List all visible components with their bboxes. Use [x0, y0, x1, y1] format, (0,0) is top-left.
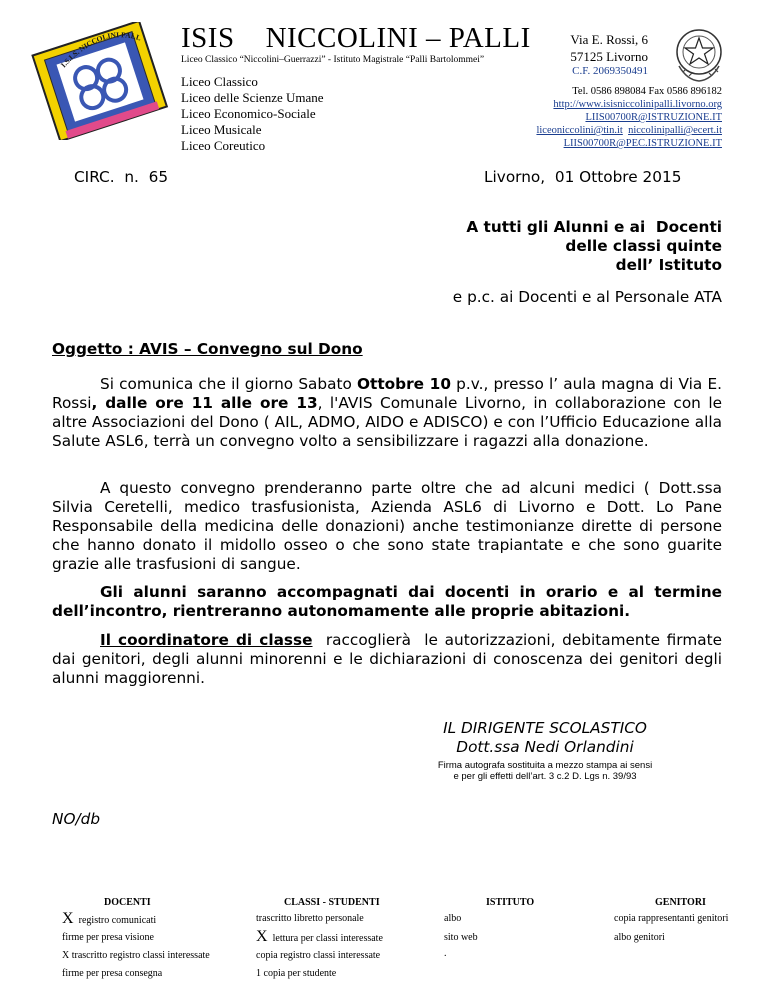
pec-link[interactable]: LIIS00700R@PEC.ISTRUZIONE.IT	[563, 138, 722, 149]
cc-line: e p.c. ai Docenti e al Personale ATA	[452, 288, 722, 306]
email-link[interactable]: LIIS00700R@ISTRUZIONE.IT	[585, 112, 722, 123]
footer-item: copia rappresentanti genitori	[614, 913, 729, 924]
footer-item: firme per presa visione	[62, 932, 154, 943]
footer-header-genitori: GENITORI	[655, 897, 706, 908]
footer-item: .	[444, 948, 447, 959]
recipients	[466, 218, 722, 275]
footer-header-docenti: DOCENTI	[104, 897, 151, 908]
footer-item: firme per presa consegna	[62, 968, 163, 979]
text-span: , l'AVIS Comunale Livorno, in collaborazione con le altre Associazioni del Dono ( AIL, ADMO, AIDO e ADISCO) e con l’Ufficio Educazione alla Salute ASL6, terrà un convegno volto a sensibilizzare i ragazzi alla donazione.	[52, 394, 723, 450]
school-address	[570, 31, 648, 65]
author-initials: NO/db	[52, 810, 101, 828]
footer-item: 1 copia per studente	[256, 968, 337, 979]
paragraph-logistics: Gli alunni saranno accompagnati dai docenti in orario e al termine dell’incontro, rientreranno autonomamente alle proprie abitazioni.	[52, 583, 722, 620]
text-span: p.v., presso l’ aula magna di Via E. Rossi	[52, 375, 722, 412]
address-city: 57125 Livorno	[570, 49, 648, 64]
address-street: Via E. Rossi, 6	[570, 32, 648, 47]
footer-item: albo	[444, 913, 462, 924]
italian-republic-emblem	[673, 26, 725, 84]
footer-item-label: registro comunicati	[78, 915, 157, 926]
email-link[interactable]: liceoniccolini@tin.it	[536, 125, 623, 136]
lyceum-item: Liceo Coreutico	[181, 138, 266, 153]
coordinator-highlight: Il coordinatore di classe	[100, 631, 313, 649]
recipient-line: delle classi quinte	[565, 237, 722, 255]
lyceum-list	[181, 74, 324, 154]
school-logo	[30, 22, 170, 140]
text-span: Si comunica che il giorno Sabato	[100, 375, 358, 393]
footer-item	[256, 926, 383, 946]
subject-line: Oggetto : AVIS – Convegno sul Dono	[52, 340, 363, 358]
paragraph-speakers: A questo convegno prenderanno parte oltre che ad alcuni medici ( Dott.ssa Silvia Ceretelli, medico trasfusionista, Azienda ASL6 di Livorno e Dott. Lo Pane Responsabile della medicina delle donazioni) anche testimonianze dirette di persone che hanno donato il midollo osseo o che sono state trapiantate e che sono guarite grazie alle trasfusioni di sangue.	[52, 479, 722, 573]
phone-fax: Tel. 0586 898084 Fax 0586 896182	[572, 86, 722, 97]
document-date: Livorno, 01 Ottobre 2015	[484, 168, 682, 186]
paragraph-authorizations	[52, 631, 727, 688]
time-highlight: , dalle ore 11 alle ore 13	[91, 394, 318, 412]
website-link[interactable]: http://www.isisniccolinipalli.livorno.org	[553, 99, 722, 110]
check-mark: X	[256, 928, 268, 945]
footer-header-classi: CLASSI - STUDENTI	[284, 897, 380, 908]
signature-name: Dott.ssa Nedi Orlandini	[456, 738, 634, 756]
date-highlight: Ottobre 10	[357, 375, 451, 393]
check-mark: X	[62, 910, 74, 927]
logo-text: I.S.I.S. NICCOLINI PALL	[58, 30, 143, 70]
lyceum-item: Liceo Economico-Sociale	[181, 106, 316, 121]
school-subtitle: Liceo Classico “Niccolini–Guerrazzi” - Istituto Magistrale “Palli Bartolommei”	[181, 55, 485, 65]
signature-note-line: e per gli effetti dell’art. 3 c.2 D. Lgs n. 39/93	[453, 771, 637, 782]
signature-note	[400, 760, 690, 782]
signature-title: IL DIRIGENTE SCOLASTICO	[443, 719, 647, 737]
footer-item: trascritto libretto personale	[256, 913, 364, 924]
text-span: raccoglierà le autorizzazioni, debitamente firmate dai genitori, degli alunni minorenni e le dichiarazioni di conoscenza dei genitori degli alunni maggiorenni.	[52, 631, 727, 687]
footer-header-istituto: ISTITUTO	[486, 897, 535, 908]
footer-item: copia registro classi interessate	[256, 950, 381, 961]
recipient-line: dell’ Istituto	[615, 256, 722, 274]
fiscal-code: C.F. 2069350491	[572, 65, 648, 77]
lyceum-item: Liceo delle Scienze Umane	[181, 90, 324, 105]
footer-item: albo genitori	[614, 932, 665, 943]
footer-item: sito web	[444, 932, 478, 943]
email-link[interactable]: niccolinipalli@ecert.it	[628, 125, 722, 136]
footer-item: X trascritto registro classi interessate	[62, 950, 210, 961]
circular-number: CIRC. n. 65	[74, 168, 169, 186]
paragraph-announcement	[52, 375, 722, 451]
school-contacts	[536, 85, 722, 150]
lyceum-item: Liceo Classico	[181, 74, 258, 89]
recipient-line: A tutti gli Alunni e ai Docenti	[466, 218, 722, 236]
signature-note-line: Firma autografa sostituita a mezzo stampa ai sensi	[437, 760, 653, 771]
lyceum-item: Liceo Musicale	[181, 122, 262, 137]
footer-item	[62, 908, 156, 928]
footer-item-label: lettura per classi interessate	[272, 933, 383, 944]
school-name: ISIS NICCOLINI – PALLI	[181, 22, 531, 54]
